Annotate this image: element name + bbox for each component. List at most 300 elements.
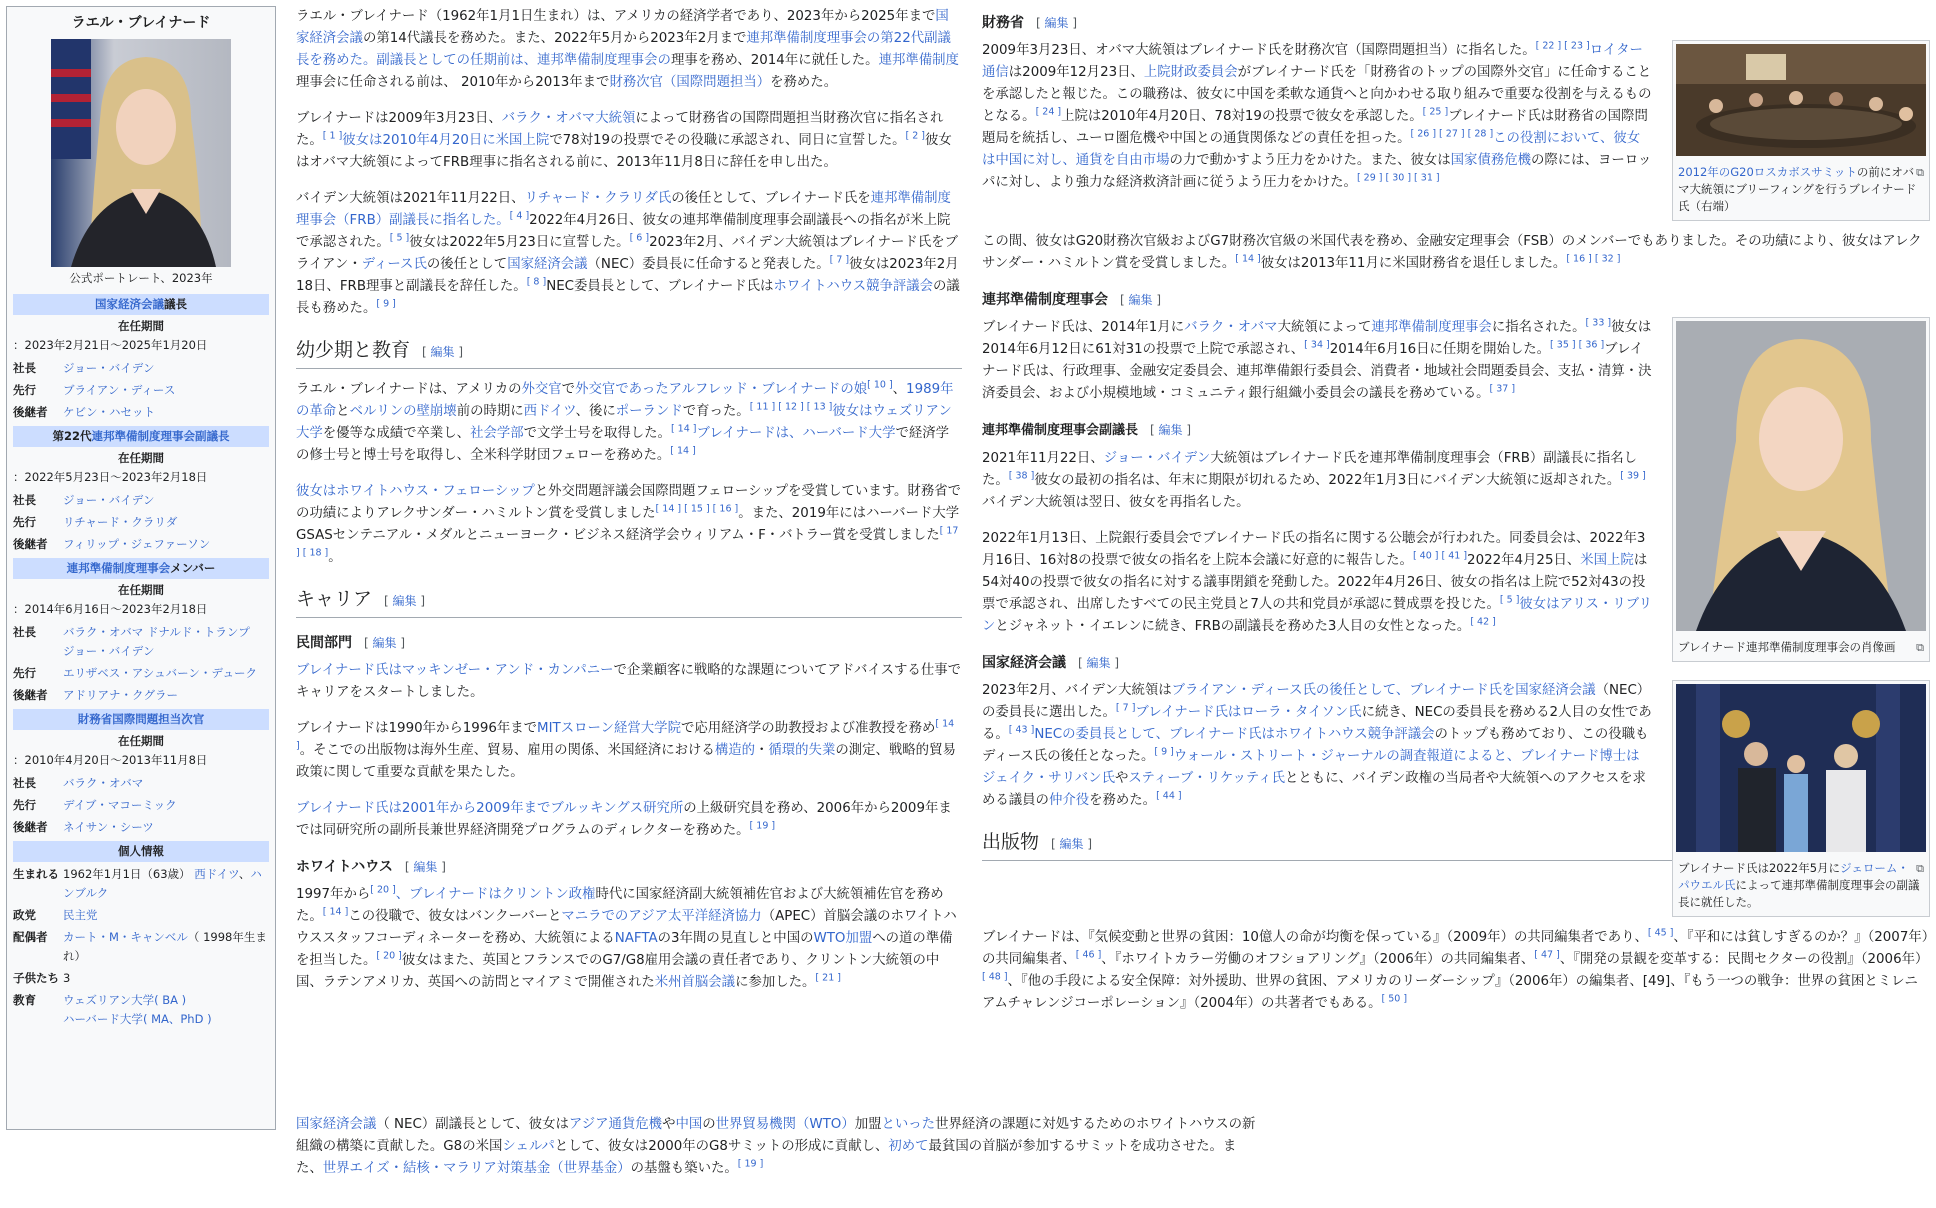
link[interactable]: MITスローン経営大学院 (537, 721, 681, 736)
link[interactable]: 外交官であったアルフレッド・ブレイナードの娘 (575, 382, 868, 397)
text: ブレイナードは1990年から1996年まで (296, 721, 538, 736)
citation[interactable]: [ 5 ] (389, 232, 410, 244)
edit-link[interactable]: [ 編集 ] (1120, 293, 1161, 307)
fed-portrait-photo[interactable] (1676, 321, 1926, 631)
citation[interactable]: [ 9 ] (1154, 746, 1174, 758)
text: に指名された。 (1491, 320, 1586, 335)
citation[interactable]: [ 40 ] [ 41 ] (1412, 550, 1468, 562)
office4-next-link[interactable]: ネイサン・シーツ (63, 820, 154, 834)
text: 彼女は2013年11月に米国財務省を退任しました。 (1260, 256, 1567, 271)
spouse-link[interactable]: カート・M・キャンベル (63, 930, 188, 944)
text: ・ (755, 743, 769, 758)
text: 前の時期に (456, 404, 524, 419)
link[interactable]: 初めて (888, 1139, 929, 1154)
edit-link[interactable]: [ 編集 ] (405, 860, 446, 874)
text: 時代に国家経済副大統領補佐官および大統領補佐官を務めた。 (296, 887, 944, 924)
citation[interactable]: [ 20 ] (376, 950, 402, 962)
office3-prev-link[interactable]: エリザベス・アシュバーン・デューク (63, 666, 258, 680)
link[interactable]: ブレイナード氏は2001年から2009年までブルッキングス研究所 (296, 801, 684, 816)
text: 彼女は2022年5月23日に宣誓した。 (409, 235, 630, 250)
link[interactable]: 仲介役 (1048, 793, 1090, 808)
link[interactable]: マニラ (561, 909, 602, 924)
label: 社長 (13, 776, 36, 790)
link[interactable]: 構造的 (714, 743, 755, 758)
text: 彼女の最初の指名は、年末に期限が切れるため、2022年1月3日にバイデン大統領に返却された。 (1034, 473, 1621, 488)
link[interactable]: 国家経済会議 (507, 257, 588, 272)
link[interactable]: 1989年の革命 (296, 382, 954, 419)
text: ラエル・ブレイナードは、アメリカの (296, 382, 522, 397)
citation[interactable]: [ 14 ] (670, 445, 696, 457)
white-house-paragraph-2 (296, 1114, 1256, 1180)
office3-president-row (13, 623, 269, 661)
label: 教育 (13, 993, 36, 1007)
link[interactable]: NAFTA (614, 931, 658, 946)
education-value (63, 991, 269, 1029)
office3-presidents (63, 623, 269, 661)
office1-header-link[interactable]: 国家経済会議 (95, 297, 164, 311)
main-column-right (982, 6, 1930, 1029)
text: （APEC）首脳会議のホワイトハウススタッフコーディネーターを務め、大統領による (296, 909, 957, 946)
text: 上院は2010年4月20日、78対19の投票で彼女を承認した。 (1061, 109, 1423, 124)
subsection-heading-private-sector (296, 632, 962, 654)
citation[interactable]: [ 50 ] (1381, 993, 1408, 1005)
citation[interactable]: [ 34 ] (1304, 339, 1330, 351)
thumbnail-fed-portrait (1672, 317, 1930, 662)
office2-header-prefix: 第22代 (52, 429, 92, 443)
text: を優等な成績で卒業し、 (322, 426, 471, 441)
label: 後継者 (13, 820, 48, 834)
link[interactable]: ジョー・バイデン (1103, 451, 1211, 466)
citation[interactable]: [ 14 ] (296, 718, 955, 752)
citation[interactable]: [ 26 ] [ 27 ] [ 28 ] (1410, 128, 1494, 140)
citation[interactable]: [ 43 ] (1008, 724, 1035, 736)
text: 最貧国の首脳が参加するサミットを成功させた。また、 (296, 1139, 1237, 1176)
citation[interactable]: [ 14 ] (1235, 253, 1261, 265)
text: 2014年6月16日に任期を開始した。 (1329, 342, 1551, 357)
infobox (6, 6, 276, 1130)
caption-link[interactable]: ジェローム・パウエル氏 (1678, 861, 1909, 892)
link[interactable]: ベルリンの壁崩壊 (349, 404, 457, 419)
private-paragraph-1 (296, 660, 962, 704)
office2-next-row (13, 535, 269, 554)
text: 者でもある。 (1301, 996, 1382, 1011)
citation[interactable]: [ 46 ] (1075, 949, 1102, 961)
text: 理事を務め、2014年に就任した。 (670, 53, 879, 68)
edu-degree[interactable]: ( BA ) (154, 993, 187, 1007)
citation[interactable]: [ 38 ] (1008, 470, 1035, 482)
citation[interactable]: [ 9 ] (376, 298, 396, 310)
text: 、後に (575, 404, 616, 419)
spouse-row (13, 928, 269, 966)
text: とともに、バイデン政権の当局者や大統領へのアクセスを求める議員の (982, 771, 1646, 808)
text: 、 (892, 382, 907, 397)
text: で企業顧客に戦略的な課題についてアドバイスする仕事でキャリアをスタートしました。 (296, 663, 961, 700)
text: 、『開発の景観を変革する：民間セクターの役割』（2006年） (1559, 952, 1929, 967)
link[interactable]: ブレイナードは、ハーバード大学 (696, 426, 896, 441)
label: 配偶者 (13, 930, 48, 944)
citation[interactable]: [ 42 ] (1470, 616, 1496, 628)
text: 2022年4月25日、 (1467, 553, 1581, 568)
link[interactable]: 世界エイズ・結核・マラリア対策基金（世界基金） (322, 1161, 631, 1176)
text: の (702, 1117, 716, 1132)
heading-text: 幼少期と教育 (296, 339, 411, 361)
text: を務めた。 (770, 75, 838, 90)
citation[interactable]: [ 14 ] (670, 423, 697, 435)
text: NEC委員長として、ブレイナード氏は (546, 279, 774, 294)
enlarge-icon[interactable]: ⧉ (1916, 641, 1924, 654)
edit-link[interactable]: [ 編集 ] (384, 594, 425, 608)
link[interactable]: ウォール・ストリート・ジャーナルの調査報道によると、ブレイナード博士はジェイク・サリバン氏 (982, 749, 1640, 786)
citation[interactable]: [ 14 ] [ 15 ] [ 16 ] (655, 503, 739, 515)
treasury-paragraph-2 (982, 231, 1930, 275)
text: 2023年2月、バイデン大統領はブレイナード氏をブライアン・ (296, 235, 958, 272)
text: の際には、ヨーロッパに対し、より強力な経済救済計画に従うよう圧力をかけた。 (982, 153, 1652, 190)
link[interactable]: 連邦準備制度 (878, 53, 959, 68)
intro-paragraph-3 (296, 188, 962, 320)
link[interactable]: 連邦準備制度理事会 (1371, 320, 1492, 335)
text: で応用経済学の助教授および准教授を務め (680, 721, 936, 736)
enlarge-icon[interactable]: ⧉ (1916, 166, 1924, 179)
link[interactable]: シェルパ (502, 1139, 555, 1154)
text: を務めた。 (1089, 793, 1157, 808)
text: や (662, 1117, 676, 1132)
president-link[interactable]: ドナルド・トランプ (146, 625, 250, 639)
link[interactable]: ブライアン・ディース氏の後任として、ブレイナード氏を国家経済会議 (1171, 683, 1596, 698)
enlarge-icon[interactable]: ⧉ (1916, 862, 1924, 875)
office2-president-row (13, 491, 269, 510)
text: 2009年3月23日、オバマ大統領はブレイナード氏を財務次官（国際問題担当）に指名した。 (982, 43, 1536, 58)
citation[interactable]: [ 19 ] (749, 820, 776, 832)
subsection-heading-white-house (296, 856, 962, 878)
text: と (336, 404, 350, 419)
birthplace-link[interactable]: 西ドイツ (194, 867, 239, 881)
label: 後継者 (13, 688, 48, 702)
text: 大統領によって (1277, 320, 1372, 335)
link[interactable]: 循環的失業 (768, 743, 836, 758)
link[interactable]: バラク・オバマ大統領 (501, 111, 636, 126)
text: この間、彼女はG20財務次官級およびG7財務次官級の米国代表を務め、金融安定理事会（FSB）のメンバーでもありました。その功績により、彼女はアレクサンダー・ハミルトン賞を受賞しました。 (982, 234, 1922, 271)
section-heading-early-life (296, 338, 962, 369)
born-value (63, 865, 269, 903)
citation[interactable]: [ 37 ] (1489, 383, 1516, 395)
citation[interactable]: [ 39 ] (1620, 470, 1646, 482)
text: や (1114, 771, 1129, 786)
citation[interactable]: [ 22 ] [ 23 ] (1535, 40, 1590, 52)
citation[interactable]: [ 25 ] (1422, 106, 1449, 118)
section-heading-career (296, 587, 962, 618)
link[interactable]: でのアジア太平洋経済協力 (601, 909, 762, 924)
office2-prev-row (13, 513, 269, 532)
text: 2022年4月26日、彼女の連邦準備制度理事会副議長への指名が米上院で承認された。 (296, 213, 951, 250)
citation[interactable]: [ 5 ] (1499, 594, 1520, 606)
office3-term: ：2014年6月16日〜2023年2月18日 (13, 602, 208, 616)
citation[interactable]: [ 6 ] (629, 232, 650, 244)
intro-paragraph-1 (296, 6, 962, 94)
text: として、彼女は2000年のG8サミットの形成に貢献し、 (554, 1139, 889, 1154)
citation[interactable]: [ 7 ] (829, 254, 850, 266)
text: ブレイナード氏は、2014年1月に (982, 320, 1185, 335)
edit-link[interactable]: [ 編集 ] (422, 345, 463, 359)
citation[interactable]: [ 1 ] (322, 130, 343, 142)
office3-next-link[interactable]: アドリアナ・クグラー (63, 688, 178, 702)
citation[interactable]: [ 21 ] (815, 972, 841, 984)
label: 生まれる (13, 867, 59, 881)
text: 彼女はまた、英国とフランスでのG7/G8雇用会議の責任者であり、クリントン大統領の中国、ラテンアメリカ、英国への訪問とマイアミで開催された (296, 953, 940, 990)
link[interactable]: この役割において、彼女は中国に対し、通貨を自由市場 (982, 131, 1641, 168)
early-life-paragraph-2 (296, 481, 962, 569)
office2-term: ：2022年5月23日〜2023年2月18日 (13, 470, 208, 484)
text: は54対40の投票で彼女の指名に対する議事閉鎖を発動した。2022年4月26日、彼女の指名は上院で52対43の投票で承認され、出席したすべての民主党員と7人の共和党員が承認に賛成票を投じた。 (982, 553, 1648, 612)
citation[interactable]: [ 47 ] (1534, 949, 1560, 961)
text: バイデン大統領は翌日、彼女を再指名した。 (982, 495, 1250, 510)
party-row (13, 906, 269, 925)
publications-paragraph (982, 927, 1930, 1015)
link[interactable]: 国家経済会議 (296, 1117, 377, 1132)
text: 彼女は2014年6月12日に61対31の投票で上院で承認され、 (982, 320, 1652, 357)
office1-prev-link[interactable]: ブライアン・ディース (63, 383, 176, 397)
office1-president-link[interactable]: ジョー・バイデン (63, 361, 155, 375)
link[interactable]: 外交官 (521, 382, 562, 397)
edit-link[interactable]: [ 編集 ] (1036, 16, 1077, 30)
text: 2023年2月、バイデン大統領は (982, 683, 1172, 698)
office2-header-link[interactable]: 連邦準備制度理事会副議長 (91, 429, 230, 443)
office1-prev-row (13, 381, 269, 400)
text: ブレイナードは2009年3月23日、 (296, 111, 502, 126)
birthplace-link[interactable]: ハンブルク (63, 867, 262, 900)
label: 社長 (13, 493, 36, 507)
private-paragraph-3 (296, 798, 962, 842)
office4-president-row (13, 774, 269, 793)
text: で育った。 (682, 404, 750, 419)
portrait-caption: 公式ポートレート、2023年 (69, 271, 213, 285)
link[interactable]: といった (881, 1117, 936, 1132)
office4-header-link[interactable]: 財務省国際問題担当次官 (77, 712, 205, 726)
text: で78対19の投票でその役職に承認され、同日に宣誓した。 (549, 133, 906, 148)
link[interactable]: 社会学部 (470, 426, 524, 441)
text: と外交問題評議会国際問題フェローシップを受賞しています。財務省での功績によりアレクサンダー・ハミルトン賞を受賞しました (296, 484, 961, 521)
citation[interactable]: [ 2 ] (905, 130, 925, 142)
text: の議長も務めた。 (296, 279, 960, 316)
office4-prev-row (13, 796, 269, 815)
office2-next-link[interactable]: フィリップ・ジェファーソン (63, 537, 211, 551)
citation[interactable]: [ 45 ] (1647, 927, 1674, 939)
link[interactable]: 米州首脳会議 (654, 975, 736, 990)
citation[interactable]: [ 4 ] (509, 210, 530, 222)
office1-term: ：2023年2月21日〜2025年1月20日 (13, 338, 208, 352)
citation[interactable]: [ 19 ] (737, 1158, 764, 1170)
children-value: 3 (63, 971, 71, 985)
private-paragraph-2 (296, 718, 962, 784)
text: ブレイナードは、『気候変動と世界の貧困：10億人の命が均衡を保っている』（2009年）の共同編集者であり、 (982, 930, 1648, 945)
link[interactable]: スティーブ・リケッティ氏 (1128, 771, 1286, 786)
office3-header-suffix: メンバー (170, 561, 216, 575)
heading-text: 国家経済会議 (982, 655, 1066, 671)
g20-briefing-photo[interactable] (1676, 44, 1926, 156)
caption-text: の前にオバマ大統領にブリーフィングを行うブレイナード氏（右端） (1678, 165, 1917, 213)
heading-text: 民間部門 (296, 635, 352, 651)
party-link[interactable]: 民主党 (63, 908, 98, 922)
citation[interactable]: [ 14 ] (322, 906, 349, 918)
citation[interactable]: [ 10 ] (867, 379, 893, 391)
label: 先行 (13, 383, 36, 397)
office4-term: ：2010年4月20日〜2013年11月8日 (13, 753, 208, 767)
citation[interactable]: [ 35 ] [ 36 ] (1550, 339, 1605, 351)
text: この役職で、彼女はバンクーバー (348, 909, 548, 924)
label: 先行 (13, 798, 36, 812)
office2-header (13, 426, 269, 447)
text: の上級研究員を務め、2006年から2009年までは同研究所の副所長兼世界経済開発プログラムのディレクターを務めた。 (296, 801, 952, 838)
born-row (13, 865, 269, 903)
heading-text: キャリア (296, 588, 373, 610)
link[interactable]: 国家債務危機 (1450, 153, 1532, 168)
infobox-title: ラエル・ブレイナード (71, 15, 211, 31)
heading-text: 出版物 (982, 831, 1040, 853)
office1-president-row (13, 359, 269, 378)
office3-header (13, 558, 269, 579)
office4-prev-link[interactable]: デイブ・マコーミック (63, 798, 177, 812)
text: 彼女はオバマ大統領によってFRB理事に指名される前に、2013年11月8日に辞任を申し出た。 (296, 133, 952, 170)
spouse-note: （ 1998年生まれ） (63, 930, 267, 963)
citation[interactable]: [ 7 ] (1115, 702, 1136, 714)
link[interactable]: バラク・オバマ (1184, 320, 1278, 335)
thumbnail-caption (1676, 161, 1926, 217)
text: 世界経済の課題に対処するためのホワイトハウスの新組織の構築に貢献した。G8の米国 (296, 1117, 1256, 1154)
text: によって財務省の国際問題担当財務次官に指名された。 (296, 111, 944, 148)
link[interactable]: 、ブレイナードはクリントン政権 (395, 887, 596, 902)
citation[interactable]: [ 24 ] (1035, 106, 1062, 118)
edit-link[interactable]: [ 編集 ] (364, 636, 405, 650)
link[interactable]: 連邦準備制度理事会の第22代副議長を務めた。副議長としての任期前は、連邦準備制度理事会の (296, 31, 951, 68)
citation[interactable]: [ 16 ] [ 32 ] (1566, 253, 1621, 265)
section-heading-treasury (982, 12, 1930, 34)
link[interactable]: ディース氏 (361, 257, 427, 272)
office3-term-label: 在任期間 (118, 583, 164, 597)
citation[interactable]: [ 44 ] (1156, 790, 1182, 802)
text: ラエル・ブレイナード (296, 9, 429, 24)
early-life-paragraph-1 (296, 379, 962, 467)
link[interactable]: ポーランド (615, 404, 683, 419)
born-date: 1962年1月1日（63歳） (63, 867, 191, 881)
white-house-paragraph-1 (296, 884, 962, 994)
link[interactable]: 彼女は2010年4月20日に米国上院 (342, 133, 550, 148)
office2-term-label: 在任期間 (118, 451, 164, 465)
children-row (13, 969, 269, 988)
citation[interactable]: [ 29 ] [ 30 ] [ 31 ] (1356, 172, 1440, 184)
swearing-in-photo[interactable] (1676, 684, 1926, 852)
link[interactable]: 西ドイツ (523, 404, 576, 419)
text: 2022年1月13日、上院銀行委員会でブレイナード氏の指名に関する公聴会が行われた。同委員会は、2022年3月16日、16対8の投票で彼女の指名を上院本会議に好意的に報告した。 (982, 531, 1646, 568)
office3-prev-row (13, 664, 269, 683)
main-column-left (296, 6, 962, 1008)
link[interactable]: アジア通貨危機 (568, 1117, 663, 1132)
text: の力で動かすよう圧力をかけた。また、彼女は (1169, 153, 1451, 168)
link[interactable]: WTO加盟 (813, 931, 873, 946)
text: （ NEC）副議長として、彼女は (376, 1117, 569, 1132)
citation[interactable]: [ 20 ] (370, 884, 396, 896)
label: 先行 (13, 515, 36, 529)
office2-president-link[interactable]: ジョー・バイデン (63, 493, 155, 507)
office1-header (13, 294, 269, 315)
link[interactable]: 彼女はアリス・リブリン (982, 597, 1652, 634)
text: は2009年12月23日、 (1008, 65, 1144, 80)
text: と (547, 909, 562, 924)
personal-header: 個人情報 (13, 841, 269, 862)
thumbnail-caption (1676, 636, 1926, 658)
text: で (561, 382, 576, 397)
link[interactable]: NECの委員長として、ブレイナード氏はホワイトハウス競争評議会 (1034, 727, 1435, 742)
link[interactable]: 世界貿易機関（WTO） (715, 1117, 855, 1132)
label: 後継者 (13, 405, 48, 419)
office3-header-link[interactable]: 連邦準備制度理事会 (66, 561, 171, 575)
text: の基盤も築いた。 (630, 1161, 738, 1176)
text: 。そこでの出版物は海外生産、貿易、雇用の関係、米国経済における (299, 743, 715, 758)
spouse-value (63, 928, 269, 966)
link[interactable]: 国家経済会議 (296, 9, 949, 46)
citation[interactable]: [ 11 ] [ 12 ] [ 13 ] (749, 401, 833, 413)
text: がブレイナード氏を「財務省のトップの国際外交官」に任命することを承認したと報じた。この職務は、彼女に中国を柔軟な通貨へと向かわせる取り組みで重要な役割を与えるものとなる。 (982, 65, 1652, 124)
text: に続き、NECの委員長を務める2人目の女性である。 (982, 705, 1652, 742)
link[interactable]: ブレイナード氏はマッキンゼー・アンド・カンパニー (296, 663, 614, 678)
edit-link[interactable]: [ 編集 ] (1150, 423, 1191, 437)
office2-prev-link[interactable]: リチャード・クラリダ (63, 515, 178, 529)
link[interactable]: リチャード・クラリダ氏 (524, 191, 672, 206)
edit-link[interactable]: [ 編集 ] (1078, 656, 1119, 670)
label: 社長 (13, 625, 36, 639)
edu-degree[interactable]: ( MA、PhD ) (142, 1012, 212, 1026)
office4-next-row (13, 818, 269, 837)
text: への道の準備を担当した。 (296, 931, 953, 968)
official-portrait-image[interactable] (51, 39, 231, 267)
caption-text: ブレイナード連邦準備制度理事会の肖像画 (1678, 640, 1896, 654)
text: （NEC）委員長に任命すると発表した。 (587, 257, 830, 272)
office4-president-link[interactable]: バラク・オバマ (63, 776, 144, 790)
citation[interactable]: [ 8 ] (526, 276, 547, 288)
heading-text: ホワイトハウス (296, 859, 393, 875)
caption-text: ブレイナード氏は2022年5月に (1678, 861, 1841, 875)
edu-link[interactable]: ウェズリアン大学 (63, 993, 155, 1007)
caption-link[interactable]: 2012年のG20ロスカボスサミット (1678, 165, 1857, 179)
president-link[interactable]: バラク・オバマ (63, 625, 144, 639)
link[interactable]: ロイター通信 (982, 43, 1643, 80)
link[interactable]: 中国 (675, 1117, 703, 1132)
president-link[interactable]: ジョー・バイデン (63, 644, 155, 658)
citation[interactable]: [ 48 ] (982, 971, 1008, 983)
caption-text: によって連邦準備制度理事会の副議長に就任した。 (1678, 878, 1920, 909)
text: で経済学の修士号と博士号を取得し、全米科学財団フェロー (296, 426, 950, 463)
link[interactable]: ホワイトハウス競争評議会 (773, 279, 934, 294)
heading-text: 財務省 (982, 15, 1024, 31)
link[interactable]: 彼女はホワイトハウス・フェローシップ (296, 484, 535, 499)
text: 。また、2019年にはハーバード大学GSASセンテニアル・メダルとニューヨーク・ビジネス経済学会ウィリアム・F・バトラー賞を受賞しました (296, 506, 960, 543)
link[interactable]: 財務次官（国際問題担当） (609, 75, 771, 90)
edit-link[interactable]: [ 編集 ] (1051, 837, 1092, 851)
citation[interactable]: [ 17 ] [ 18 ] (296, 525, 959, 559)
label: 先行 (13, 666, 36, 680)
link[interactable]: 米国上院 (1580, 553, 1634, 568)
link[interactable]: ブレイナード氏はローラ・タイソン氏 (1135, 705, 1362, 720)
heading-text: 連邦準備制度理事会副議長 (982, 423, 1139, 438)
thumbnail-caption (1676, 857, 1926, 913)
citation[interactable]: [ 33 ] (1585, 317, 1612, 329)
edu-link[interactable]: ハーバード大学 (63, 1012, 143, 1026)
section-heading-fed (982, 289, 1930, 311)
text: バイデン大統領は2021年11月22日、 (296, 191, 525, 206)
link[interactable]: 彼女はウェズリアン大学 (296, 404, 952, 441)
office1-next-link[interactable]: ケビン・ハセット (63, 405, 155, 419)
office4-term-label: 在任期間 (118, 734, 164, 748)
link[interactable]: 連邦準備制度理事会（FRB）副議長に指名した。 (296, 191, 951, 228)
link[interactable]: 上院財政委員会 (1143, 65, 1238, 80)
